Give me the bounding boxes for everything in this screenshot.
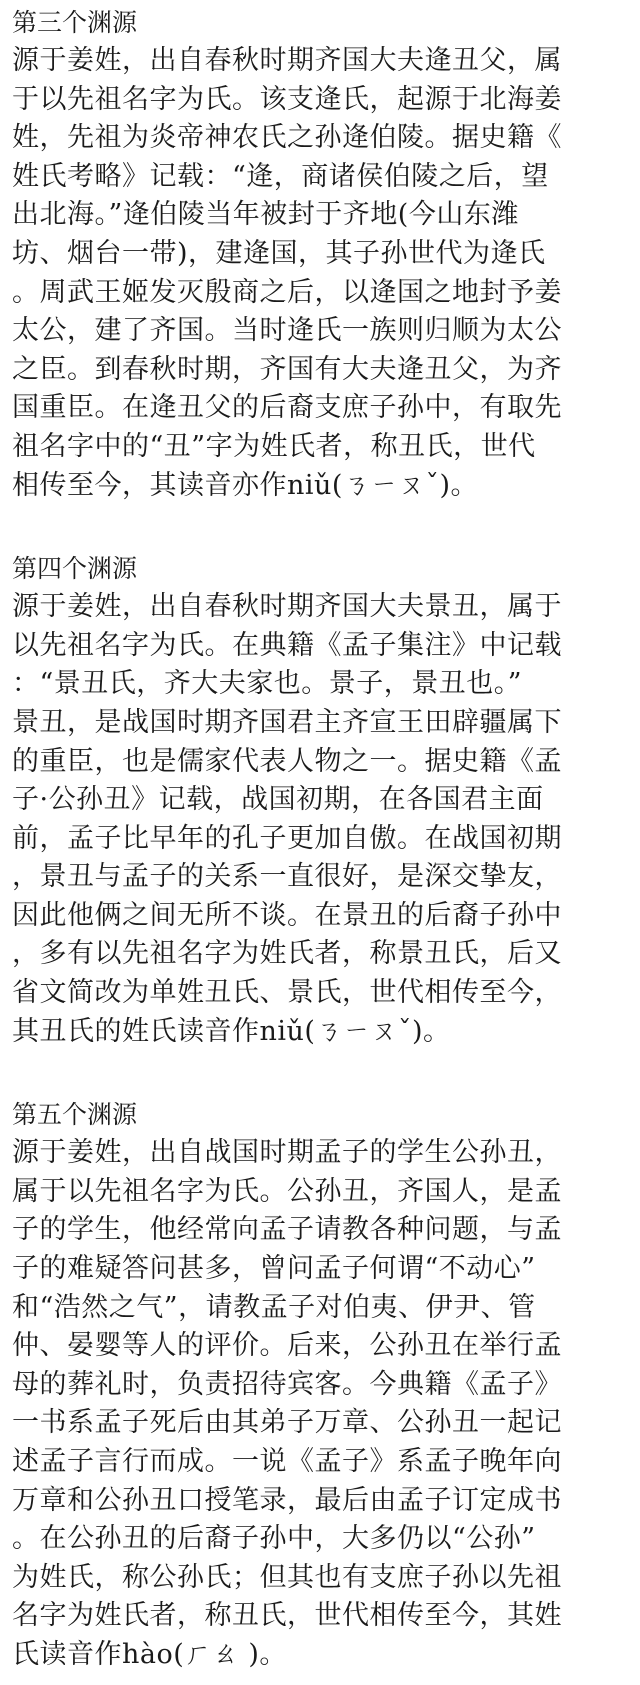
- text-line: 氏读音作hào(ㄏㄠ )。: [12, 1638, 287, 1670]
- text-line: 子的学生，他经常向孟子请教各种问题，与孟: [12, 1214, 562, 1246]
- text-line: 一书系孟子死后由其弟子万章、公孙丑一起记: [12, 1407, 562, 1439]
- text-line: 姓，先祖为炎帝神农氏之孙逄伯陵。据史籍《: [12, 122, 562, 154]
- text-line: 出北海。”逄伯陵当年被封于齐地(今山东潍: [12, 199, 519, 231]
- text-line: 名字为姓氏者，称丑氏，世代相传至今，其姓: [12, 1600, 562, 1632]
- text-line: 省文简改为单姓丑氏、景氏，世代相传至今，: [12, 977, 562, 1009]
- text-line: 以先祖名字为氏。在典籍《孟子集注》中记载: [12, 629, 562, 661]
- text-line: 因此他俩之间无所不谈。在景丑的后裔子孙中: [12, 899, 562, 931]
- text-line: 为姓氏，称公孙氏；但其也有支庶子孙以先祖: [12, 1561, 562, 1593]
- text-line: 前，孟子比早年的孔子更加自傲。在战国初期: [12, 822, 562, 854]
- text-line: 属于以先祖名字为氏。公孙丑，齐国人，是孟: [12, 1175, 562, 1207]
- text-line: 述孟子言行而成。一说《孟子》系孟子晚年向: [12, 1446, 562, 1477]
- text-line: 姓氏考略》记载：“逄，商诸侯伯陵之后，望: [12, 160, 549, 192]
- text-line: 的重臣，也是儒家代表人物之一。据史籍《孟: [12, 745, 562, 777]
- section-heading: 第四个渊源: [12, 554, 138, 584]
- text-line: ：“景丑氏，齐大夫家也。景子，景丑也。”: [12, 668, 523, 700]
- section-heading: 第三个渊源: [12, 8, 138, 37]
- text-line: 于以先祖名字为氏。该支逄氏，起源于北海姜: [12, 83, 562, 115]
- text-line: 母的葬礼时，负责招待宾客。今典籍《孟子》: [12, 1368, 562, 1400]
- origin-section-4: [12, 550, 640, 1051]
- section-body: [12, 42, 640, 505]
- text-line: 坊、烟台一带)，建逄国，其子孙世代为逄氏: [12, 237, 546, 269]
- origin-section-5: [12, 1096, 640, 1674]
- section-body: [12, 588, 640, 1051]
- section-heading: 第五个渊源: [12, 1100, 138, 1130]
- text-line: 国重臣。在逄丑父的后裔支庶子孙中，有取先: [12, 392, 562, 424]
- text-line: 祖名字中的“丑”字为姓氏者，称丑氏，世代: [12, 430, 536, 462]
- text-line: 。在公孙丑的后裔子孙中，大多仍以“公孙”: [12, 1523, 536, 1555]
- text-line: 源于姜姓，出自春秋时期齐国大夫逄丑父，属: [12, 45, 562, 76]
- text-line: 。周武王姬发灭殷商之后，以逄国之地封予姜: [12, 276, 562, 308]
- text-line: 源于姜姓，出自春秋时期齐国大夫景丑，属于: [12, 591, 562, 623]
- text-line: 其丑氏的姓氏读音作niǔ(ㄋㄧㄡˇ)。: [12, 1015, 451, 1047]
- section-body: [12, 1134, 640, 1674]
- text-line: 景丑，是战国时期齐国君主齐宣王田辟疆属下: [12, 706, 562, 738]
- text-line: 仲、晏婴等人的评价。后来，公孙丑在举行孟: [12, 1330, 562, 1362]
- text-line: 万章和公孙丑口授笔录，最后由孟子订定成书: [12, 1484, 562, 1516]
- origin-section-3: [12, 4, 640, 505]
- text-line: ，多有以先祖名字为姓氏者，称景丑氏，后又: [12, 938, 562, 970]
- text-line: 子·公孙丑》记载，战国初期，在各国君主面: [12, 784, 544, 816]
- text-line: 相传至今，其读音亦作niǔ(ㄋㄧㄡˇ)。: [12, 469, 478, 501]
- text-line: 之臣。到春秋时期，齐国有大夫逄丑父，为齐: [12, 353, 562, 385]
- text-line: 子的难疑答问甚多，曾问孟子何谓“不动心”: [12, 1253, 536, 1285]
- text-line: ，景丑与孟子的关系一直很好，是深交挚友，: [12, 861, 562, 893]
- text-line: 太公，建了齐国。当时逄氏一族则归顺为太公: [12, 315, 562, 347]
- text-line: 和“浩然之气”，请教孟子对伯夷、伊尹、管: [12, 1291, 536, 1323]
- text-line: 源于姜姓，出自战国时期孟子的学生公孙丑，: [12, 1137, 562, 1169]
